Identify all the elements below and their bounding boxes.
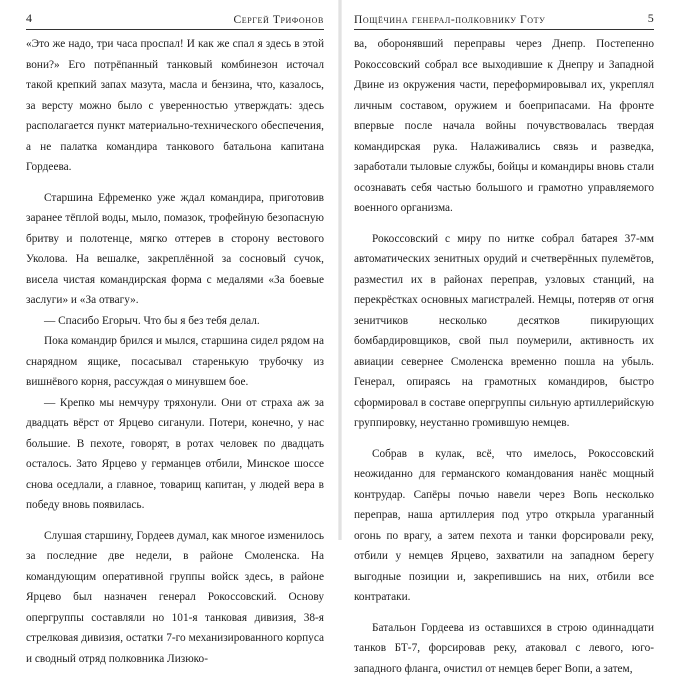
paragraph: Пока командир брился и мылся, старшина сидел рядом на снарядном ящике, посасывал старенькую трубочку из вишнёвого корня, рассуждая о минувшем бое. <box>26 331 324 393</box>
paragraph: Батальон Гордеева из оставшихся в строю одиннадцати танков БТ-7, форсировав реку, атаковал с левого, юго-западного фланга, очистил от немцев берег Вопи, а затем, <box>354 618 654 679</box>
paragraph: Слушая старшину, Гордеев думал, как многое изменилось за последние две недели, в районе Смоленска. На командующим оперативной группы войск здесь, в районе Ярцево был назначен генерал Рокоссовский. Основу опергруппы составляли но 101-я танковая дивизия, 38-я стрелковая дивизия, остатки 7-го механизированного корпуса и сводный отряд полковника Лизюко- <box>26 526 324 670</box>
paragraph: Рокоссовский с миру по нитке собрал батарея 37-мм автоматических зенитных орудий и счетверённых пулемётов, разместил их в районах переправ, узловых станций, на перекрёстках основных магистралей. Немцы, потеряв от огня зенитчиков несколько десятков пикирующих бомбардировщиков, свой пыл поумерили, активность их авиации севернее Смоленска временно пошла на убыль. Генерал, опираясь на грамотных командиров, быстро сформировал в составе опергруппы сильную артиллерийскую группировку, неустанно громившую немцев. <box>354 229 654 434</box>
paragraph: Собрав в кулак, всё, что имелось, Рокоссовский неожиданно для германского командования нанёс мощный контрудар. Сапёры почью навели через Вопь несколько переправ, наша артиллерия под утро открыла ураганный огонь по врагу, а затем пехота и танки форсировали реку, отбили у немцев Ярцево, захватили на западном берегу выгодные позиции и, закрепившись на них, отбили все контратаки. <box>354 444 654 608</box>
right-page-body <box>354 34 654 679</box>
left-running-head: Сергей Трифонов <box>233 14 324 26</box>
paragraph: Старшина Ефременко уже ждал командира, приготовив заранее тёплой воды, мыло, помазок, трофейную безопасную бритву и полотенце, мягко оттерев в сторону вестового Уколова. На вешалке, закреплённой за сосновый сучок, висела чистая командирская форма с медалями «За боевые заслуги» и «За отвагу». <box>26 188 324 311</box>
paragraph: — Спасибо Егорыч. Что бы я без тебя делал. <box>26 311 324 332</box>
right-running-head: Пощёчина генерал-полковнику Готу <box>354 14 545 26</box>
left-page-number: 4 <box>26 11 32 26</box>
paragraph: «Это же надо, три часа проспал! И как же спал я здесь в этой вони?» Его потрёпанный танковый комбинезон источал такой крепкий запах мазута, масла и бензина, что, казалось, за версту можно было с уверенностью утверждать: здесь располагается пункт материально-технического обеспечения, а не палатка командира танкового батальона капитана Гордеева. <box>26 34 324 178</box>
left-page <box>0 0 340 540</box>
paragraph: ва, оборонявший переправы через Днепр. Постепенно Рокоссовский собрал все выходившие к Днепру и Западной Двине из окружения части, переформировывал их, укреплял личным составом, оружием и боеприпасами. На фронте впервые после начала войны почувствовалась твердая командирская рука. Налаживались связь и разведка, заработали тыловые службы, бойцы и командиры вновь стали осознавать себя частью большого и грамотно управляемого военного организма. <box>354 34 654 219</box>
left-page-body <box>26 34 324 669</box>
right-page-header <box>354 0 654 30</box>
paragraph: — Крепко мы немчуру тряхонули. Они от страха аж за двадцать вёрст от Ярцево сиганули. Потери, конечно, у нас большие. В пехоте, говорят, в ротах человек по двадцать осталось. Зато Ярцево у германцев отбили, Минское шоссе снова оседлали, а главное, товарищ капитан, у людей вера в победу вновь появилась. <box>26 393 324 516</box>
left-page-header <box>26 0 324 30</box>
right-page-number: 5 <box>648 11 654 26</box>
right-page <box>340 0 680 540</box>
